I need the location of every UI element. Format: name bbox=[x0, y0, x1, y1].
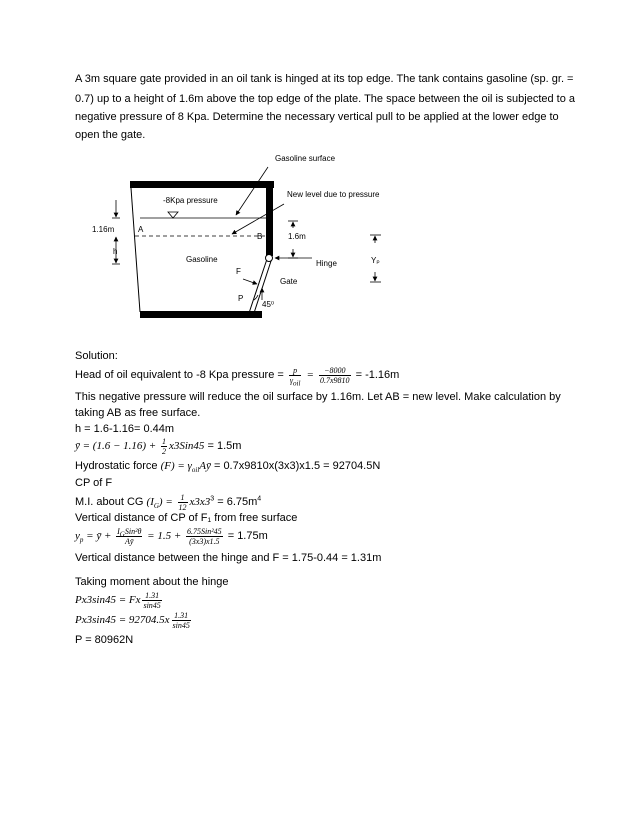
h-line: h = 1.6-1.16= 0.44m bbox=[75, 423, 175, 435]
tank-right-wall bbox=[266, 186, 273, 256]
tank-bottom-wall bbox=[140, 311, 262, 318]
mi-unit-exp: 4 bbox=[257, 495, 262, 503]
moment-2-fraction bbox=[172, 611, 191, 630]
yp-den-2: (3x3)x1.5 bbox=[189, 536, 220, 546]
ybar-rhs: x3Sin45 bbox=[168, 440, 205, 452]
label-force-p: P bbox=[238, 294, 244, 303]
yp-num-2: 6.75Sin²45 bbox=[187, 526, 222, 536]
new-level-arrow bbox=[232, 204, 284, 234]
hinge-icon bbox=[266, 255, 273, 262]
head-num-2: −8000 bbox=[319, 366, 351, 376]
moment-1-lhs: Px3sin45 = Fx bbox=[75, 594, 141, 606]
head-result: = -1.16m bbox=[352, 369, 400, 381]
yp-num-1: I bbox=[117, 526, 120, 536]
problem-line-1: A 3m square gate provided in an oil tank is hinged at its top edge. The tank contains gasoline (sp. gr. = bbox=[75, 73, 574, 85]
tank-top-wall bbox=[130, 181, 274, 188]
ybar-fraction bbox=[161, 437, 167, 456]
label-point-b: B bbox=[257, 232, 263, 241]
head-den-1-sub: oil bbox=[293, 379, 301, 388]
yp-result: = 1.75m bbox=[224, 530, 268, 542]
head-den-2: 0.7x9810 bbox=[320, 375, 350, 385]
ybar-equation bbox=[75, 435, 241, 457]
head-num-1: p bbox=[289, 366, 302, 376]
moment-1-fraction bbox=[142, 591, 161, 610]
reduce-line-2: taking AB as free surface. bbox=[75, 407, 201, 419]
problem-line-2: 0.7) up to a height of 1.6m above the top edge of the plate. The space between the oil is subjected to a bbox=[75, 93, 576, 105]
ybar-result: = 1.5m bbox=[204, 440, 242, 452]
label-hinge: Hinge bbox=[316, 259, 337, 268]
moment-equation-2 bbox=[75, 608, 193, 632]
yp-sub: p bbox=[79, 536, 84, 545]
force-sub: oil bbox=[191, 466, 200, 475]
yp-fraction-1 bbox=[116, 527, 142, 546]
label-dim-h: h bbox=[113, 247, 118, 256]
label-point-a: A bbox=[138, 225, 144, 234]
head-prefix: Head of oil equivalent to -8 Kpa pressure = bbox=[75, 369, 287, 381]
free-surface-icon bbox=[168, 212, 178, 218]
yp-num-1-sub: G bbox=[119, 530, 125, 539]
yp-mid2: = 1.5 + bbox=[144, 530, 185, 542]
yp-num-1-rest: Sin²θ bbox=[124, 526, 142, 536]
moment-2-den: sin45 bbox=[172, 620, 190, 630]
mi-fraction bbox=[178, 493, 188, 512]
vert-cp-line: Vertical distance of CP of F₁ from free surface bbox=[75, 512, 298, 524]
label-angle: 45⁰ bbox=[262, 300, 275, 309]
yp-mid: = ȳ + bbox=[83, 530, 115, 542]
moment-heading: Taking moment about the hinge bbox=[75, 576, 229, 588]
yp-den-1: Aȳ bbox=[125, 536, 134, 546]
mi-rhs: x3x3 bbox=[189, 496, 211, 508]
force-var2: Aȳ bbox=[199, 460, 211, 472]
label-dim-116: 1.16m bbox=[92, 225, 115, 234]
mi-sub: G bbox=[153, 502, 159, 511]
head-fraction-1 bbox=[289, 365, 302, 388]
head-den-1: γ bbox=[289, 375, 294, 385]
label-dim-16: 1.6m bbox=[288, 232, 306, 241]
answer-line: P = 80962N bbox=[75, 634, 134, 646]
gasoline-surface-arrow bbox=[236, 167, 268, 215]
ybar-den: 2 bbox=[161, 446, 166, 456]
yp-fraction-2 bbox=[186, 527, 223, 546]
force-equation bbox=[75, 458, 380, 475]
label-gasoline-surface: Gasoline surface bbox=[275, 154, 336, 163]
label-gasoline: Gasoline bbox=[186, 255, 218, 264]
label-force-f: F bbox=[236, 267, 241, 276]
gate-diagram bbox=[0, 0, 638, 340]
label-gate: Gate bbox=[280, 277, 298, 286]
cp-line: CP of F bbox=[75, 477, 113, 489]
problem-line-4: open the gate. bbox=[75, 129, 146, 141]
tank-left-wall bbox=[131, 188, 140, 312]
problem-line-3: negative pressure of 8 Kpa. Determine the necessary vertical pull to be applied at the lower edge to bbox=[75, 111, 559, 123]
mi-num: 1 bbox=[178, 493, 188, 503]
mi-var2: ) = bbox=[158, 496, 176, 508]
mi-prefix: M.I. about CG bbox=[75, 496, 147, 508]
force-result: = 0.7x9810x(3x3)x1.5 = 92704.5N bbox=[210, 460, 381, 472]
force-f-arrow bbox=[243, 279, 257, 284]
force-var: (F) = γ bbox=[160, 460, 192, 472]
moment-2-lhs: Px3sin45 = 92704.5x bbox=[75, 614, 170, 626]
mi-den: 12 bbox=[178, 502, 187, 512]
mi-exp: 3 bbox=[210, 495, 215, 503]
ybar-num: 1 bbox=[161, 436, 166, 446]
force-prefix: Hydrostatic force bbox=[75, 460, 161, 472]
label-yp: Yₚ bbox=[371, 256, 380, 265]
yp-lhs: y bbox=[75, 530, 80, 542]
hinge-distance-line: Vertical distance between the hinge and F = 1.75-0.44 = 1.31m bbox=[75, 552, 382, 564]
solution-heading: Solution: bbox=[75, 350, 118, 362]
head-fraction-2 bbox=[319, 366, 351, 385]
mi-result: = 6.75m bbox=[214, 496, 258, 508]
moment-1-num: 1.31 bbox=[142, 591, 161, 601]
label-neg-pressure: -8Kpa pressure bbox=[163, 196, 218, 205]
ybar-lhs: ȳ = (1.6 − 1.16) + bbox=[75, 440, 159, 452]
reduce-line-1: This negative pressure will reduce the oil surface by 1.16m. Let AB = new level. Make calculation by bbox=[75, 391, 561, 403]
yp-equation bbox=[75, 524, 268, 548]
head-equation: Head of oil equivalent to -8 Kpa pressure = p $\gamma_{oil}$ = $\frac{-8000}{0.7x9810}$ = -1.16m bbox=[75, 365, 400, 388]
label-new-level: New level due to pressure bbox=[287, 190, 380, 199]
moment-1-den: sin45 bbox=[143, 600, 161, 610]
mi-var: (I bbox=[146, 496, 154, 508]
moment-2-num: 1.31 bbox=[172, 611, 191, 621]
